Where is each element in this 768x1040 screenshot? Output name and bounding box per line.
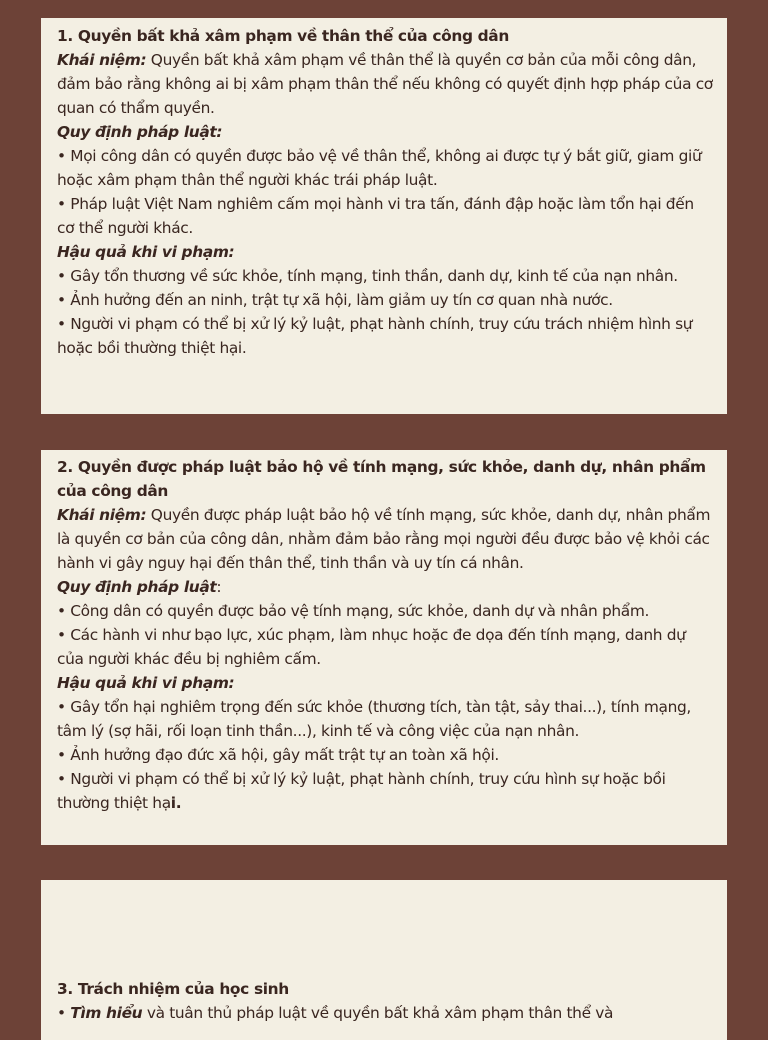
consequence-label-1: Hậu quả khi vi phạm: [57,243,235,261]
consequence-item-2-3 [57,767,713,815]
consequence-item-1-2: • Ảnh hưởng đến an ninh, trật tự xã hội, làm giảm uy tín cơ quan nhà nước. [57,291,613,309]
concept-label-1: Khái niệm: [57,51,147,69]
card-bodily-inviolability [41,18,727,414]
card-life-health-protection [41,450,727,845]
consequence-item-2-2: • Ảnh hưởng đạo đức xã hội, gây mất trật tự an toàn xã hội. [57,746,499,764]
concept-text-1: Quyền bất khả xâm phạm về thân thể là quyền cơ bản của mỗi công dân, đảm bảo rằng không ai bị xâm phạm thân thể nếu không có quyết định hợp pháp của cơ quan có thẩm quyền. [57,51,713,117]
responsibility-label-1: Tìm hiểu [70,1004,143,1022]
concept-paragraph-2 [57,503,713,575]
law-item-2-1: • Công dân có quyền được bảo vệ tính mạng, sức khỏe, danh dự và nhân phẩm. [57,602,650,620]
consequence-item-1-1: • Gây tổn thương về sức khỏe, tính mạng, tinh thần, danh dự, kinh tế của nạn nhân. [57,267,678,285]
consequence-label-2: Hậu quả khi vi phạm: [57,674,235,692]
law-colon-2: : [216,578,222,596]
section-title-3: 3. Trách nhiệm của học sinh [57,980,289,998]
law-heading-2 [57,575,713,599]
responsibility-item-1 [57,1001,713,1025]
section-title-2: 2. Quyền được pháp luật bảo hộ về tính mạng, sức khỏe, danh dự, nhân phẩm của công dân [57,458,706,500]
section-title-1: 1. Quyền bất khả xâm phạm về thân thể của công dân [57,27,509,45]
responsibility-text-1: và tuân thủ pháp luật về quyền bất khả xâm phạm thân thể và [142,1004,614,1022]
concept-paragraph-1 [57,48,713,120]
responsibility-bullet-1: • [57,1004,71,1022]
law-item-1-2: • Pháp luật Việt Nam nghiêm cấm mọi hành vi tra tấn, đánh đập hoặc làm tổn hại đến cơ thể người khác. [57,195,694,237]
consequence-item-2-3-text: • Người vi phạm có thể bị xử lý kỷ luật, phạt hành chính, truy cứu hình sự hoặc bồi thường thiệt hạ [57,770,666,812]
card-student-responsibility [41,880,727,1040]
consequence-item-2-1: • Gây tổn hại nghiêm trọng đến sức khỏe (thương tích, tàn tật, sảy thai...), tính mạng, tâm lý (sợ hãi, rối loạn tinh thần...), kinh tế và công việc của nạn nhân. [57,698,691,740]
law-item-2-2: • Các hành vi như bạo lực, xúc phạm, làm nhục hoặc đe dọa đến tính mạng, danh dự của người khác đều bị nghiêm cấm. [57,626,686,668]
concept-text-2: Quyền được pháp luật bảo hộ về tính mạng, sức khỏe, danh dự, nhân phẩm là quyền cơ bản của công dân, nhằm đảm bảo rằng mọi người đều được bảo vệ khỏi các hành vi gây nguy hại đến thân thể, tinh thần và uy tín cá nhân. [57,506,711,572]
law-item-1-1: • Mọi công dân có quyền được bảo vệ về thân thể, không ai được tự ý bắt giữ, giam giữ hoặc xâm phạm thân thể người khác trái pháp luật. [57,147,702,189]
consequence-item-1-3: • Người vi phạm có thể bị xử lý kỷ luật, phạt hành chính, truy cứu trách nhiệm hình sự hoặc bồi thường thiệt hại. [57,315,693,357]
law-label-2: Quy định pháp luật [57,578,217,596]
concept-label-2: Khái niệm: [57,506,147,524]
law-label-1: Quy định pháp luật: [57,123,223,141]
consequence-item-2-3-end: i. [170,794,182,812]
